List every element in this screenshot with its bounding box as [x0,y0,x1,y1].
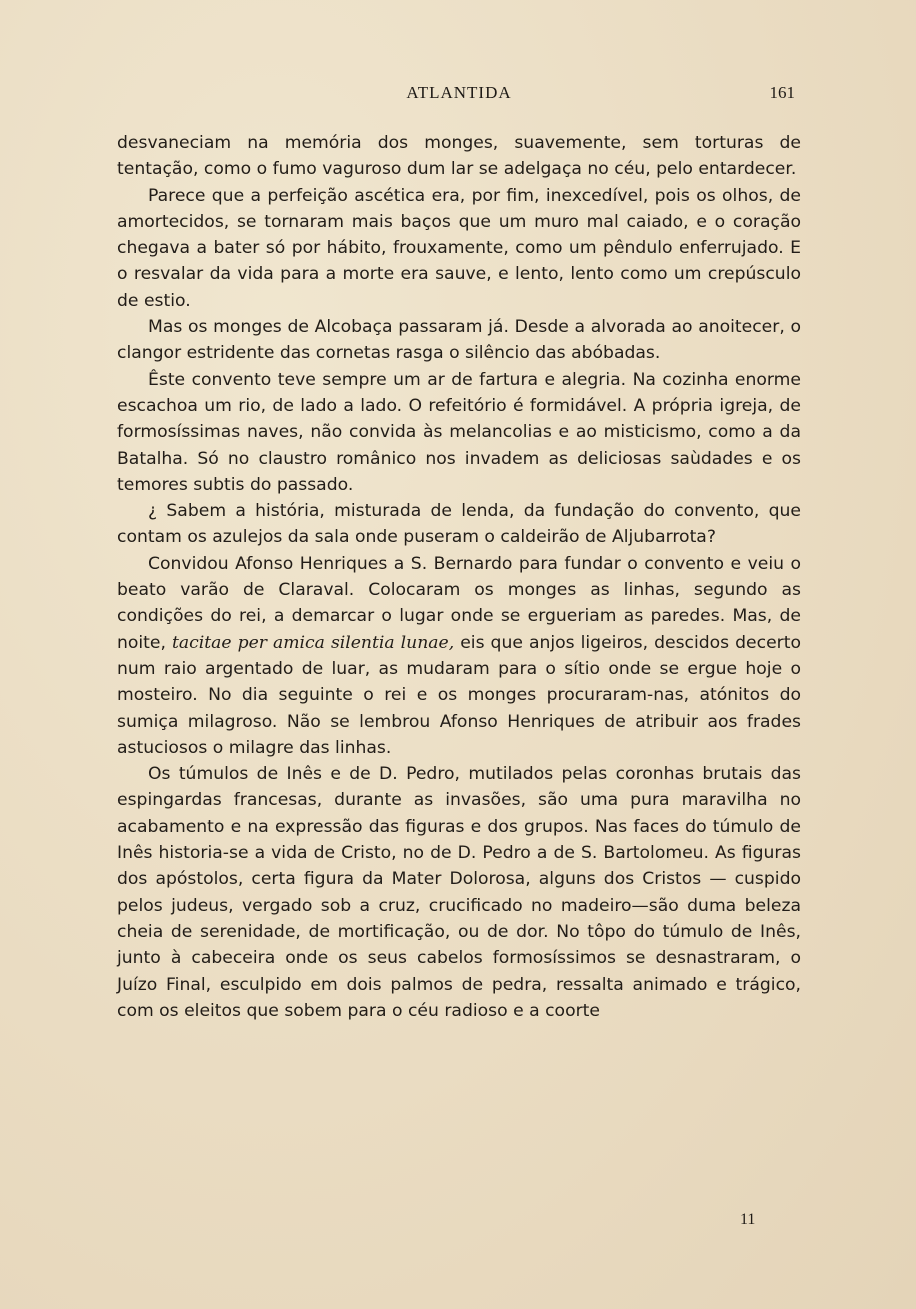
paragraph-6-after: eis que anjos ligeiros, descidos decerto num raio argentado de luar, as mudaram para o sítio onde se ergue hoje o mosteiro. No dia seguinte o rei e os monges procuraram-nas, atónitos do sumiça milagroso. Não se lembrou Afonso Henriques de atribuir aos frades astuciosos o milagre das linhas. [117,632,801,758]
running-title: ATLANTIDA [406,83,512,102]
page-number: 161 [769,83,795,102]
running-head [117,83,801,107]
printer-signature: 11 [740,1211,756,1228]
paragraph-1: desvaneciam na memória dos monges, suavemente, sem torturas de tentação, como o fumo vaguroso dum lar se adelgaça no céu, pelo entardecer. [117,133,801,180]
paragraph-6 [117,551,801,761]
paragraph-3: Mas os monges de Alcobaça passaram já. Desde a alvorada ao anoitecer, o clangor estridente das cornetas rasga o silêncio das abóbadas. [117,317,801,364]
paragraph-4: Êste convento teve sempre um ar de fartura e alegria. Na cozinha enorme escachoa um rio, de lado a lado. O refeitório é formidável. A própria igreja, de formosíssimas naves, não convida às melancolias e ao misticismo, como a da Batalha. Só no claustro românico nos invadem as deliciosas saùdades e os temores subtis do passado. [117,369,801,495]
paragraph-6-before: Convidou Afonso Henriques a S. Bernardo para fundar o convento e veiu o beato varão de Claraval. Colocaram os monges as linhas, segundo as condições do rei, a demarcar o lugar onde se ergueriam as paredes. Mas, de noite, [117,553,801,653]
paragraph-2: Parece que a perfeição ascética era, por fim, inexcedível, pois os olhos, de amortecidos, se tornaram mais baços que um muro mal caiado, e o coração chegava a bater só por hábito, frouxamente, como um pêndulo enferrujado. E o resvalar da vida para a morte era sauve, e lento, lento como um crepúsculo de estio. [117,185,801,311]
paragraph-7: Os túmulos de Inês e de D. Pedro, mutilados pelas coronhas brutais das espingardas francesas, durante as invasões, são uma pura maravilha no acabamento e na expressão das figuras e dos grupos. Nas faces do túmulo de Inês historia-se a vida de Cristo, no de D. Pedro a de S. Bartolomeu. As figuras dos apóstolos, certa figura da Mater Dolorosa, alguns dos Cristos — cuspido pelos judeus, vergado sob a cruz, crucificado no madeiro—são duma beleza cheia de serenidade, de mortificação, ou de dor. No tôpo do túmulo de Inês, junto à cabeceira onde os seus cabelos formosíssimos se desnastraram, o Juízo Final, esculpido em dois palmos de pedra, ressalta animado e trágico, com os eleitos que sobem para o céu radioso e a coorte [117,764,801,1021]
body-text [117,130,801,1024]
latin-quote: tacitae per amica silentia lunae, [171,632,455,653]
paragraph-5: ¿ Sabem a história, misturada de lenda, da fundação do convento, que contam os azulejos da sala onde puseram o caldeirão de Aljubarrota? [117,501,801,548]
